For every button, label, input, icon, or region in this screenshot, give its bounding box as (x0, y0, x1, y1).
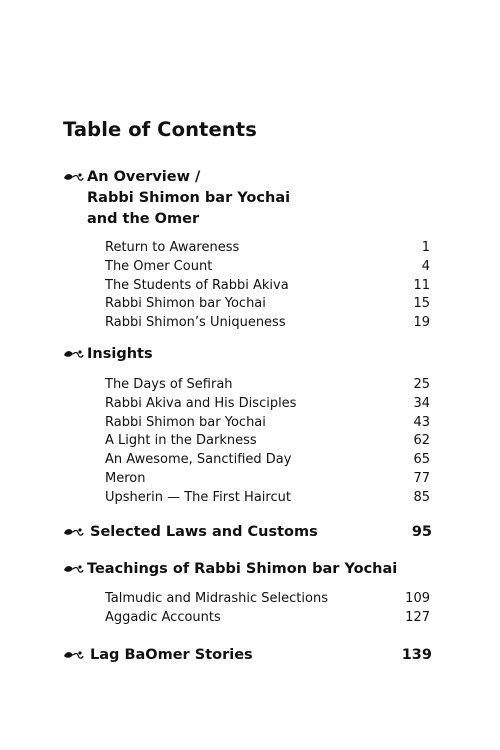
section-heading-line: and the Omer (87, 211, 200, 227)
section-heading[interactable] (62, 344, 432, 365)
toc-entry-label: Aggadic Accounts (105, 609, 221, 625)
toc-entry-label: Rabbi Shimon bar Yochai (105, 296, 266, 312)
toc-entry-page: 43 (413, 414, 430, 430)
toc-entry-label: The Students of Rabbi Akiva (105, 277, 289, 293)
section-heading-line: Lag BaOmer Stories (90, 647, 253, 663)
section-heading-line: An Overview / (87, 169, 201, 185)
toc-entry-page: 1 (421, 240, 430, 255)
toc-entry-page: 34 (413, 395, 430, 411)
toc-entry-page: 25 (413, 377, 430, 392)
toc-entry-label: Upsherin — The First Haircut (105, 489, 291, 505)
section-heading-line: Rabbi Shimon bar Yochai (87, 190, 291, 206)
section-heading-line: Selected Laws and Customs (90, 524, 318, 540)
section-heading[interactable] (62, 167, 432, 230)
toc-entry-label: A Light in the Darkness (105, 433, 257, 449)
toc-entry-page: 109 (405, 591, 430, 606)
toc-entries (105, 239, 430, 333)
toc-entry[interactable] (105, 277, 430, 296)
fleuron-ornament-icon (62, 648, 84, 662)
toc-entry-label: Rabbi Shimon bar Yochai (105, 414, 266, 430)
toc-entry-page: 127 (405, 609, 430, 625)
toc-entry-label: Rabbi Akiva and His Disciples (105, 395, 297, 411)
toc-entries (105, 590, 430, 628)
toc-entries (105, 376, 430, 508)
section-heading[interactable] (62, 645, 432, 666)
toc-entry-page: 4 (421, 258, 430, 274)
section-heading[interactable] (62, 559, 432, 580)
section-heading-line: Teachings of Rabbi Shimon bar Yochai (87, 561, 398, 577)
section-heading-page: 139 (401, 647, 432, 663)
toc-entry-label: Rabbi Shimon’s Uniqueness (105, 315, 286, 331)
toc-entry-page: 65 (413, 452, 430, 468)
section-heading-page: 95 (411, 524, 432, 540)
toc-section-teachings (62, 559, 432, 628)
fleuron-ornament-icon (62, 347, 84, 361)
toc-entry[interactable] (105, 590, 430, 609)
toc-entry-page: 77 (413, 470, 430, 486)
toc-section-lag-baomer-stories (62, 645, 432, 666)
toc-entry-page: 62 (413, 433, 430, 449)
toc-entry[interactable] (105, 314, 430, 333)
toc-entry[interactable] (105, 258, 430, 277)
fleuron-ornament-icon (62, 562, 84, 576)
toc-entry-page: 15 (413, 296, 430, 312)
toc-entry[interactable] (105, 451, 430, 470)
toc-section-insights (62, 344, 432, 508)
toc-entry[interactable] (105, 432, 430, 451)
toc-entry[interactable] (105, 414, 430, 433)
toc-entry-label: Talmudic and Midrashic Selections (105, 591, 328, 606)
fleuron-ornament-icon (62, 525, 84, 539)
toc-entry[interactable] (105, 239, 430, 258)
toc-entry-page: 19 (413, 315, 430, 331)
toc-entry[interactable] (105, 489, 430, 508)
toc-entry-label: Meron (105, 470, 146, 486)
toc-section-laws-customs (62, 522, 432, 543)
section-heading-line: Insights (87, 346, 153, 362)
toc-entry-label: An Awesome, Sanctified Day (105, 452, 292, 468)
page-title: Table of Contents (63, 118, 257, 141)
toc-entry-label: Return to Awareness (105, 240, 240, 255)
toc-section-overview (62, 167, 432, 333)
toc-entry[interactable] (105, 609, 430, 628)
toc-entry[interactable] (105, 295, 430, 314)
toc-entry[interactable] (105, 395, 430, 414)
toc-entry[interactable] (105, 376, 430, 395)
toc-entry-label: The Days of Sefirah (105, 377, 233, 392)
section-heading[interactable] (62, 522, 432, 543)
toc-entry[interactable] (105, 470, 430, 489)
toc-entry-label: The Omer Count (105, 258, 213, 274)
toc-entry-page: 85 (413, 489, 430, 505)
toc-entry-page: 11 (413, 277, 430, 293)
fleuron-ornament-icon (62, 170, 84, 184)
